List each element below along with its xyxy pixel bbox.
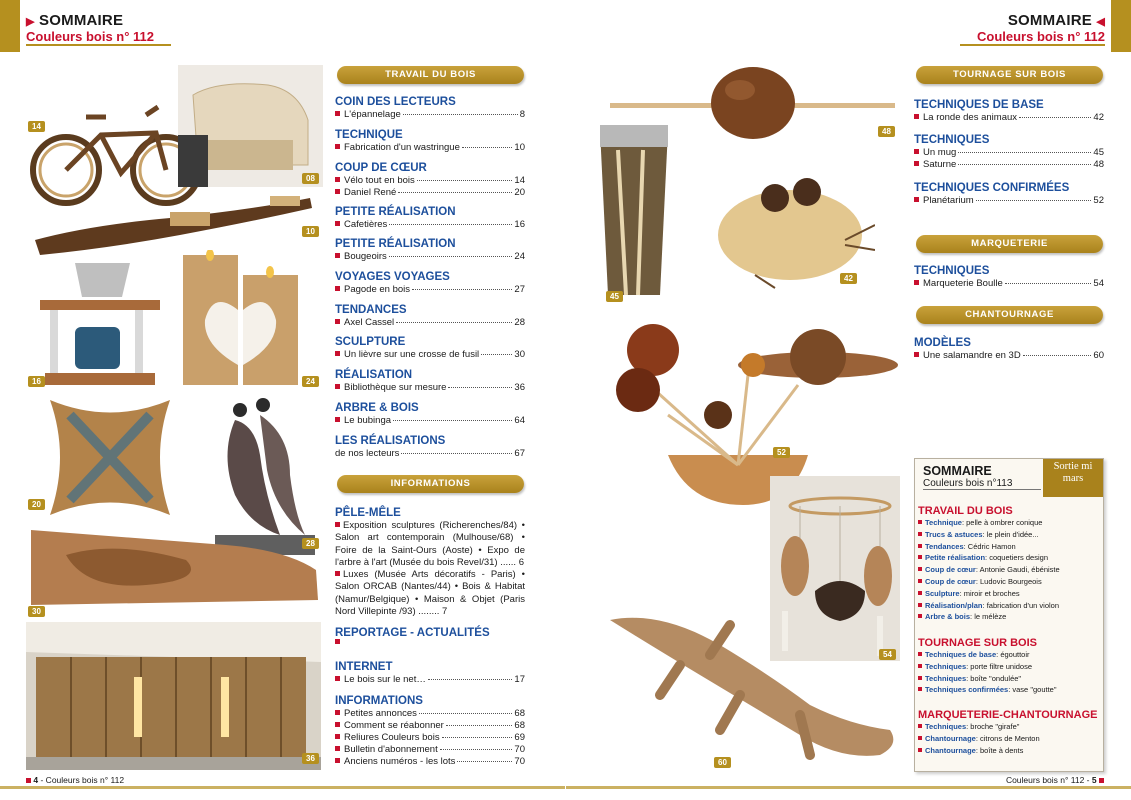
next-issue-value: Ludovic Bourgeois xyxy=(980,576,1042,586)
toc-section-title: TECHNIQUES xyxy=(914,265,990,277)
next-issue-item: Techniques: boîte "ondulée" xyxy=(918,673,1102,685)
next-issue-key: Coup de cœur xyxy=(925,576,976,586)
toc-section-internet xyxy=(335,660,525,686)
toc-section-pele-mele xyxy=(335,506,525,618)
next-issue-item: Tendances: Cédric Hamon xyxy=(918,541,1102,553)
right-edge-bar xyxy=(1111,0,1131,52)
next-issue-item: Coup de cœur: Antonie Gaudi, ébéniste xyxy=(918,564,1102,576)
arrow-right-icon: ▶ xyxy=(26,16,35,28)
next-issue-value: égouttoir xyxy=(1000,650,1030,659)
toc-entry-label: Un mug xyxy=(923,147,957,158)
toc-entry xyxy=(335,415,525,427)
toc-section xyxy=(914,133,1104,171)
next-issue-group-title: TOURNAGE SUR BOIS xyxy=(918,637,1037,649)
toc-section xyxy=(335,237,525,263)
bullet-icon xyxy=(335,286,340,291)
toc-section-title: LES RÉALISATIONS xyxy=(335,435,446,447)
toc-entry-label: Comment se réabonner xyxy=(344,720,444,731)
footer-bar-left xyxy=(0,786,565,789)
toc-section-title: COUP DE CŒUR xyxy=(335,162,427,174)
toc-entry-page: 67 xyxy=(514,448,525,459)
bullet-icon xyxy=(335,734,340,739)
next-issue-item: Réalisation/plan: fabrication d'un violon xyxy=(918,600,1102,612)
toc-entry-label: Reliures Couleurs bois xyxy=(344,732,440,743)
photo-tag: 60 xyxy=(714,757,731,768)
toc-section-title: PETITE RÉALISATION xyxy=(335,238,456,250)
toc-section xyxy=(335,335,525,361)
left-header xyxy=(26,12,171,46)
toc-entry xyxy=(335,640,525,645)
toc-entry-page: 14 xyxy=(514,175,525,186)
toc-entry-page: 69 xyxy=(514,732,525,743)
photo-tag: 52 xyxy=(773,447,790,458)
pele-mele-text-2: Luxes (Musée Arts décoratifs - Paris) • Salon ORCAB (Nantes/44) • Bois & Habitat (Namur/Belgique) • Maison & Objet (Paris Nord Villepinte /93) ........ 7 xyxy=(335,569,525,618)
bullet-icon xyxy=(918,603,922,607)
footer-left-page: 4 xyxy=(33,775,39,785)
next-issue-group xyxy=(918,637,1102,696)
toc-entry-page: 70 xyxy=(514,756,525,767)
toc-entry-label: Axel Cassel xyxy=(344,317,395,328)
next-issue-value: Cédric Hamon xyxy=(967,541,1016,551)
photo-tag: 30 xyxy=(28,606,45,617)
toc-entry-label: Le bubinga xyxy=(344,415,392,426)
bullet-icon xyxy=(335,384,340,389)
bullet-icon xyxy=(918,544,922,548)
next-issue-value: citrons de Menton xyxy=(980,733,1040,743)
right-header-subtitle: Couleurs bois n° 112 xyxy=(976,29,1105,44)
toc-entry-page: 17 xyxy=(514,674,525,685)
toc-entry xyxy=(335,187,525,199)
bullet-icon xyxy=(918,520,922,524)
toc-entry-page: 52 xyxy=(1093,195,1104,206)
toc-section-title: VOYAGES VOYAGES xyxy=(335,271,450,283)
next-issue-badge: Sortie mi mars xyxy=(1043,459,1103,497)
bullet-icon xyxy=(914,149,919,154)
photo-tag: 20 xyxy=(28,499,45,510)
toc-section-realisations xyxy=(335,434,525,460)
toc-section xyxy=(914,181,1104,207)
left-header-title-row xyxy=(26,12,171,29)
toc-entry xyxy=(335,317,525,329)
toc-entry xyxy=(914,159,1104,171)
next-issue-item: Technique: pelle à ombrer conique xyxy=(918,517,1102,529)
next-issue-value: broche "girafe" xyxy=(970,722,1020,731)
toc-section-reportage xyxy=(335,626,525,645)
toc-section-title: TECHNIQUES xyxy=(914,134,990,146)
next-issue-item: Arbre & bois: le mélèze xyxy=(918,611,1102,623)
next-issue-item: Techniques: broche "girafe" xyxy=(918,721,1102,733)
toc-entry xyxy=(335,142,525,154)
toc-entry xyxy=(914,195,1104,207)
next-issue-item: Coup de cœur: Ludovic Bourgeois xyxy=(918,576,1102,588)
bullet-icon xyxy=(335,746,340,751)
next-issue-value: Antonie Gaudi, ébéniste xyxy=(979,565,1060,575)
toc-entry xyxy=(914,147,1104,159)
toc-entry-label: La ronde des animaux xyxy=(923,112,1018,123)
next-issue-key: Techniques xyxy=(925,673,967,683)
bullet-icon xyxy=(335,710,340,715)
next-issue-key: Tendances xyxy=(925,541,964,551)
pill-informations: INFORMATIONS xyxy=(337,475,524,493)
toc-entry-label: de nos lecteurs xyxy=(335,448,400,459)
next-issue-box xyxy=(914,458,1104,772)
toc-section xyxy=(335,95,525,121)
footer-right-text: Couleurs bois n° 112 - xyxy=(1005,775,1090,785)
arrow-left-icon: ◀ xyxy=(1096,16,1105,28)
photo-tag: 42 xyxy=(840,273,857,284)
photo-tag: 54 xyxy=(879,649,896,660)
footer-left xyxy=(26,775,124,785)
toc-entry-label: Cafetières xyxy=(344,219,388,230)
toc-entry-page: 8 xyxy=(519,109,525,120)
toc-section-marqueterie xyxy=(914,264,1104,290)
toc-entry xyxy=(914,278,1104,290)
next-issue-item: Techniques: porte filtre unidose xyxy=(918,661,1102,673)
pele-mele-text: Exposition sculptures (Richerenches/84) • Salon art contemporain (Mulhouse/68) • Foire de la Saint-Ours (Aoste) • Expo de l'arbre à l'art (Musée du bois Revel/31) xyxy=(335,520,525,568)
toc-entry-label: Bougeoirs xyxy=(344,251,387,262)
photo-tag: 10 xyxy=(302,226,319,237)
pele-mele-text: Luxes (Musée Arts décoratifs - Paris) • Salon ORCAB (Nantes/44) • Bois & Habitat (Namur/Belgique) • Maison & Objet (Paris Nord Villepinte /93) xyxy=(335,569,525,618)
toc-entry-label: Bibliothèque sur mesure xyxy=(344,382,447,393)
toc-entry xyxy=(335,732,525,744)
toc-section-title: TENDANCES xyxy=(335,304,407,316)
photo-carved-stock xyxy=(26,525,321,610)
toc-section-title: ARBRE & BOIS xyxy=(335,402,419,414)
pill-marqueterie: MARQUETERIE xyxy=(916,235,1103,253)
toc-entry-page: 36 xyxy=(514,382,525,393)
toc-section-title: MODÈLES xyxy=(914,337,971,349)
bullet-icon xyxy=(335,253,340,258)
bullet-icon xyxy=(914,197,919,202)
next-issue-value: miroir et broches xyxy=(963,588,1020,598)
toc-section xyxy=(335,401,525,427)
photo-coffee-stand xyxy=(30,255,165,390)
pill-travail-du-bois: TRAVAIL DU BOIS xyxy=(337,66,524,84)
next-issue-key: Chantournage xyxy=(925,733,976,743)
toc-entry-label: Anciens numéros - les lots xyxy=(344,756,456,767)
toc-section xyxy=(335,161,525,199)
right-header-title-row xyxy=(960,12,1105,29)
toc-entry xyxy=(335,349,525,361)
right-header xyxy=(960,12,1105,46)
next-issue-title: SOMMAIRE xyxy=(923,464,992,478)
toc-section-title: REPORTAGE - ACTUALITÉS xyxy=(335,627,490,639)
next-issue-group xyxy=(918,505,1102,623)
bullet-icon xyxy=(918,736,922,740)
bullet-icon xyxy=(914,161,919,166)
next-issue-key: Techniques de base xyxy=(925,650,997,659)
bullet-icon xyxy=(335,319,340,324)
next-issue-value: porte filtre unidose xyxy=(970,661,1032,671)
toc-section-title: INTERNET xyxy=(335,661,393,673)
next-issue-item: Chantournage: citrons de Menton xyxy=(918,733,1102,745)
bullet-icon xyxy=(918,676,922,680)
right-header-title: SOMMAIRE xyxy=(1007,12,1092,29)
next-issue-value: pelle à ombrer conique xyxy=(966,518,1043,527)
toc-entry-label: Daniel René xyxy=(344,187,397,198)
toc-entry-label: Le bois sur le net… xyxy=(344,674,426,685)
toc-section-informations xyxy=(335,694,525,768)
toc-entry xyxy=(914,112,1104,124)
toc-entry-label: Saturne xyxy=(923,159,957,170)
bullet-icon xyxy=(335,722,340,727)
square-icon xyxy=(1099,778,1104,783)
bullet-icon xyxy=(335,351,340,356)
next-issue-value: le mélèze xyxy=(974,612,1007,622)
bullet-icon xyxy=(335,758,340,763)
next-issue-value: boîte à dents xyxy=(980,745,1024,755)
next-issue-header xyxy=(923,464,1041,490)
next-issue-key: Techniques xyxy=(925,722,967,731)
toc-entry-label: Marqueterie Boulle xyxy=(923,278,1003,289)
toc-section xyxy=(335,368,525,394)
toc-entry xyxy=(335,382,525,394)
toc-section-title: SCULPTURE xyxy=(335,336,406,348)
next-issue-item: Techniques confirmées: vase "goutte" xyxy=(918,684,1102,696)
toc-section-chantournage xyxy=(914,336,1104,362)
toc-section-title: TECHNIQUE xyxy=(335,129,403,141)
next-issue-item: Chantournage: boîte à dents xyxy=(918,745,1102,757)
photo-planetarium xyxy=(608,295,903,505)
toc-entry xyxy=(335,219,525,231)
bullet-icon xyxy=(918,532,922,536)
bullet-icon xyxy=(918,579,922,583)
toc-entry-page: 7 xyxy=(442,606,448,618)
bullet-icon xyxy=(914,114,919,119)
bullet-icon xyxy=(918,664,922,668)
toc-entry xyxy=(335,109,525,121)
bullet-icon xyxy=(914,352,919,357)
photo-tag: 16 xyxy=(28,376,45,387)
toc-entry xyxy=(335,756,525,768)
next-issue-group xyxy=(918,709,1102,756)
next-issue-key: Techniques xyxy=(925,661,967,671)
bullet-icon xyxy=(335,676,340,681)
toc-entry xyxy=(335,674,525,686)
photo-tag: 48 xyxy=(878,126,895,137)
toc-entry-page: 48 xyxy=(1093,159,1104,170)
bullet-icon xyxy=(335,189,340,194)
next-issue-key: Chantournage xyxy=(925,745,976,755)
next-issue-item: Petite réalisation: coquetiers design xyxy=(918,552,1102,564)
toc-section xyxy=(335,205,525,231)
toc-entry-page: 45 xyxy=(1093,147,1104,158)
toc-entry-label: Pagode en bois xyxy=(344,284,411,295)
next-issue-key: Technique xyxy=(925,518,962,527)
bullet-icon xyxy=(335,571,340,576)
photo-mug xyxy=(598,125,670,300)
toc-section-title: RÉALISATION xyxy=(335,369,413,381)
toc-entry-page: 30 xyxy=(514,349,525,360)
bullet-icon xyxy=(918,687,922,691)
left-header-subtitle: Couleurs bois n° 112 xyxy=(26,29,155,44)
next-issue-key: Petite réalisation xyxy=(925,553,986,563)
toc-entry xyxy=(335,448,525,460)
photo-salamander xyxy=(600,605,905,770)
bullet-icon xyxy=(918,567,922,571)
bullet-icon xyxy=(335,111,340,116)
toc-entry-label: Un lièvre sur une crosse de fusil xyxy=(344,349,480,360)
photo-tag: 36 xyxy=(302,753,319,764)
footer-right xyxy=(1000,775,1104,785)
toc-entry-label: Bulletin d'abonnement xyxy=(344,744,438,755)
next-issue-group-title: TRAVAIL DU BOIS xyxy=(918,505,1013,517)
toc-entry-page: 28 xyxy=(514,317,525,328)
photo-tag: 08 xyxy=(302,173,319,184)
toc-section-title: INFORMATIONS xyxy=(335,695,423,707)
toc-entry xyxy=(914,350,1104,362)
next-issue-key: Réalisation/plan xyxy=(925,600,983,610)
photo-carved-block xyxy=(178,65,323,187)
toc-section-title: TECHNIQUES CONFIRMÉES xyxy=(914,182,1070,194)
bullet-icon xyxy=(335,177,340,182)
toc-entry-label: Vélo tout en bois xyxy=(344,175,415,186)
toc-entry-label: Petites annonces xyxy=(344,708,417,719)
photo-dotted-pillow xyxy=(40,395,180,520)
bullet-icon xyxy=(918,748,922,752)
photo-library xyxy=(26,622,321,770)
toc-entry-page: 6 xyxy=(518,556,524,568)
photo-tag: 14 xyxy=(28,121,45,132)
photo-tag: 28 xyxy=(302,538,319,549)
next-issue-key: Trucs & astuces xyxy=(925,529,983,539)
next-issue-group-title: MARQUETERIE-CHANTOURNAGE xyxy=(918,709,1098,721)
toc-section xyxy=(335,270,525,296)
bullet-icon xyxy=(335,522,340,527)
bullet-icon xyxy=(918,652,922,656)
bullet-icon xyxy=(335,221,340,226)
toc-entry xyxy=(335,708,525,720)
toc-entry-page: 27 xyxy=(514,284,525,295)
toc-entry-page: 16 xyxy=(514,219,525,230)
footer-bar-right xyxy=(566,786,1131,789)
photo-tag: 24 xyxy=(302,376,319,387)
toc-entry xyxy=(335,720,525,732)
next-issue-key: Arbre & bois xyxy=(925,612,971,622)
next-issue-key: Sculpture xyxy=(925,588,960,598)
bullet-icon xyxy=(335,639,340,644)
next-issue-subtitle: Couleurs bois n°113 xyxy=(923,478,1013,489)
toc-entry xyxy=(335,251,525,263)
toc-entry xyxy=(335,744,525,756)
toc-entry-page: 54 xyxy=(1093,278,1104,289)
pill-chantournage: CHANTOURNAGE xyxy=(916,306,1103,324)
toc-entry-page: 60 xyxy=(1093,350,1104,361)
next-issue-value: boîte "ondulée" xyxy=(970,673,1022,683)
next-issue-value: vase "goutte" xyxy=(1012,685,1057,695)
next-issue-item: Techniques de base: égouttoir xyxy=(918,649,1102,661)
toc-section xyxy=(335,303,525,329)
bullet-icon xyxy=(335,144,340,149)
photo-tag: 45 xyxy=(606,291,623,302)
bullet-icon xyxy=(914,280,919,285)
footer-right-page: 5 xyxy=(1091,775,1097,785)
toc-section-title: PÊLE-MÊLE xyxy=(335,507,401,519)
toc-section xyxy=(335,128,525,154)
left-header-title: SOMMAIRE xyxy=(39,12,124,29)
bullet-icon xyxy=(918,614,922,618)
pele-mele-text-1: Exposition sculptures (Richerenches/84) • Salon art contemporain (Mulhouse/68) • Foire de la Saint-Ours (Aoste) • Expo de l'arbre à l'art (Musée du bois Revel/31) ...... 6 xyxy=(335,520,525,568)
toc-entry-page: 68 xyxy=(514,720,525,731)
next-issue-key: Techniques confirmées xyxy=(925,685,1009,695)
square-icon xyxy=(26,778,31,783)
toc-entry-page: 20 xyxy=(514,187,525,198)
toc-section-title: PETITE RÉALISATION xyxy=(335,206,456,218)
bullet-icon xyxy=(918,591,922,595)
toc-entry-label: Planétarium xyxy=(923,195,974,206)
toc-entry-page: 10 xyxy=(514,142,525,153)
next-issue-key: Coup de cœur xyxy=(925,565,976,575)
toc-section-title: COIN DES LECTEURS xyxy=(335,96,456,108)
footer-left-text: - Couleurs bois n° 112 xyxy=(40,775,125,785)
next-issue-item: Trucs & astuces: le plein d'idée... xyxy=(918,529,1102,541)
photo-heart-candles xyxy=(175,250,305,390)
left-edge-bar xyxy=(0,0,20,52)
toc-entry-label: L'épannelage xyxy=(344,109,401,120)
toc-entry-page: 64 xyxy=(514,415,525,426)
next-issue-item: Sculpture: miroir et broches xyxy=(918,588,1102,600)
toc-section-title: TECHNIQUES DE BASE xyxy=(914,99,1044,111)
next-issue-value: coquetiers design xyxy=(989,553,1048,563)
bullet-icon xyxy=(918,555,922,559)
toc-entry-label: Une salamandre en 3D xyxy=(923,350,1021,361)
toc-entry-page: 42 xyxy=(1093,112,1104,123)
pill-tournage: TOURNAGE SUR BOIS xyxy=(916,66,1103,84)
toc-entry xyxy=(335,284,525,296)
next-issue-value: fabrication d'un violon xyxy=(986,600,1059,610)
bullet-icon xyxy=(335,417,340,422)
toc-entry-page: 68 xyxy=(514,708,525,719)
photo-wooden-mouse xyxy=(715,170,875,290)
next-issue-value: le plein d'idée... xyxy=(986,529,1039,539)
toc-entry-page: 24 xyxy=(514,251,525,262)
toc-entry-label: Fabrication d'un wastringue xyxy=(344,142,460,153)
toc-section xyxy=(914,98,1104,124)
bullet-icon xyxy=(918,724,922,728)
toc-entry-page: 70 xyxy=(514,744,525,755)
toc-entry xyxy=(335,175,525,187)
